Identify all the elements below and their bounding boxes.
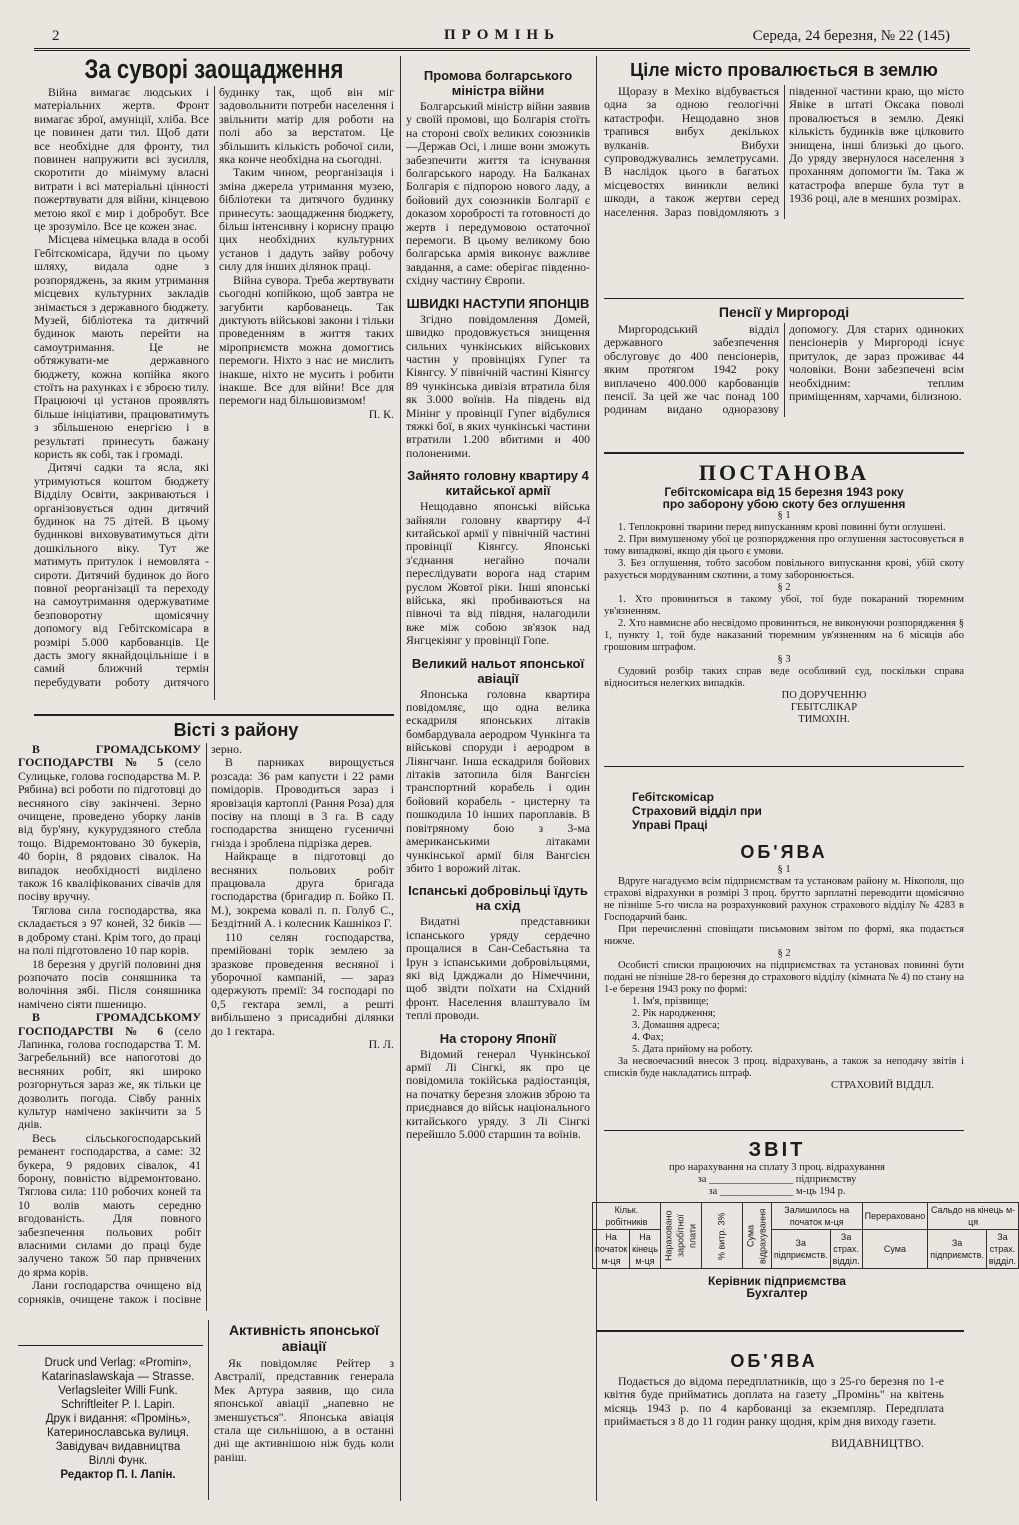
- paragraph: Нещодавно японські війська зайняли головну квартиру 4-ї китайської армії у північній частині провінції Кіянгсу. Японські з'єднання негайно почали переслідувати ворога над старим руслом Жовтої ріки. Інші японські війська, які пробиваються на півночі та від півдня, налагодили вже між собою зв'язок над Янгцекіянг у провінції Гопе.: [406, 499, 590, 648]
- table-header: На кінець м-ця: [630, 1230, 661, 1269]
- imprint-line: Druck und Verlag: «Promin»,: [44, 1357, 192, 1369]
- list-item: 5. Дата прийому на роботу.: [632, 1044, 753, 1055]
- article-hq: [406, 468, 590, 647]
- article-japan-air: [214, 1322, 394, 1498]
- decree-title: ПОСТАНОВА: [698, 460, 870, 485]
- section-mark: § 2: [777, 948, 791, 959]
- paragraph: 1. Теплокровні тварини перед випусканням крові повинні бути оглушені.: [618, 522, 946, 533]
- paragraph: Тяглова сила господарства, яка складається з 97 коней, 32 биків — в доброму стані. Крім того, до праці на полі підготовлено 10 пар корів.: [18, 902, 201, 958]
- report-line: за ______________ м-ць 194 р.: [708, 1186, 846, 1197]
- paper-name: ПРОМІНЬ: [444, 27, 560, 43]
- table-header: Перераховано: [862, 1203, 928, 1230]
- paragraph: Війна сувора. Треба жертвувати сьогодні копійкою, щоб завтра не загубити карбованець. Так диктують військові закони і тільки проведенням в життя таких міроприємств можна домогтись перемоги. Ніхто з нас не мислить інакше, ніхто не мусить і робити інакше. Все для війни! Все для перемоги над більшовизмом!: [219, 272, 394, 408]
- paragraph: В парниках вирощується розсада: 36 рам капусти і 22 рами помідорів. Проводиться зараз і яровізація картоплі (Рання Роза) для посіву на площі в 3 га. В саду господарства знищено гусеничні гнізда і зроблена підрізка дерев.: [211, 755, 394, 850]
- table-header: Кільк. робітників: [593, 1203, 661, 1230]
- article-spain-title: Іспанські добровільці їдуть на схід: [408, 883, 588, 914]
- paragraph: Подається до відома передплатників, що з 25-го березня по 1-е квітня буде прийматись доплата на газету „Промінь" на квітень місяць 1943 р. по 4 карбованці за екземпляр. Передплата приймається з 8 до 11 годин ранку щодня, крім дня виходу газети.: [604, 1374, 944, 1429]
- article-savings: [34, 54, 394, 708]
- column-rule: [208, 1320, 209, 1500]
- divider: [596, 1330, 964, 1332]
- list-item: 3. Домашня адреса;: [632, 1020, 720, 1031]
- paragraph: Миргородський відділ державного забезпечення обслуговує до 400 пенсіонерів, яким протягом 1942 року виплачено 400.000 карбованців пенсії. За цей же час понад 100 родинам видано одноразову допомогу. Для старих одиноких пенсіонерів у Миргороді існує притулок, де зараз проживає 44 чоловіки. Вони забезпечені всім необхідним: теплим приміщенням, харчами, білизною.: [604, 322, 964, 417]
- notice-title: ОБ'ЯВА: [740, 842, 828, 862]
- divider: [34, 714, 394, 716]
- report-signature: Бухгалтер: [746, 1286, 808, 1300]
- notice-from: Страховий відділ при: [632, 804, 762, 818]
- divider: [604, 1130, 964, 1131]
- paragraph: При перечисленні сповіщати письмовим звітом по формі, яка подається нижче.: [604, 924, 964, 947]
- imprint: [18, 1356, 218, 1482]
- paragraph: За несвоечасний внесок 3 проц. відрахувань, а також за неподачу звітів і списків буде накладатись штраф.: [604, 1056, 964, 1079]
- page-number: 2: [52, 28, 60, 44]
- paragraph: 110 селян господарства, премійовані торік землею за зразкове проведення весняної і уборочної кампаній, — зараз одержують премії: 34 господарі по 0,5 гектара землі, а решті вибільшено з присадибні ділянки до 1 гектара.: [211, 929, 394, 1038]
- column-rule: [400, 56, 401, 1501]
- paragraph: 18 березня у другій половині дня розпочато посів соняшника та волочіння зябі. Після соняшника намічено сіяти пшеницю.: [18, 956, 201, 1011]
- paragraph: 2. При вимушеному убої це розпорядження про оглушення застосовується в тому випадкові, якщо дія цього є умови.: [604, 534, 964, 557]
- imprint-line: Катеринославська вулиця.: [47, 1427, 189, 1439]
- paragraph: Війна вимагає людських і матеріальних жертв. Фронт вимагає зброї, амуніції, хліба. Все це повинен дати тил. Щоб дати все необхідне для фронту, тил повинен напружити всі зусилля, скоротити до мінімуму власні витрати і всі матеріальні цінності пожертвувати для війни, кінцевою метою якої є мир і добробут. Все це зрозуміло. Все це кожен знає.: [34, 85, 209, 234]
- table-header: За страх. відділ.: [986, 1230, 1018, 1269]
- paragraph: Видатні представники іспанського уряду сердечно прощалися в Сан-Себастьяна та Ірун з іспанськими добровільцями, які від Іджджали до Німеччини, щоб звідти поїхати на Східний фронт. Населення влаштувало їм теплі проводи.: [406, 914, 590, 1023]
- notice-from: Гебітскомісар: [632, 790, 714, 804]
- divider: [18, 1345, 203, 1346]
- paragraph: 1. Хто провиниться в такому убої, тої буде покараний тюремним ув'язненням.: [604, 594, 964, 617]
- masthead: [34, 24, 970, 51]
- table-header: За підприємств.: [928, 1230, 987, 1269]
- signature: П. К.: [368, 406, 394, 421]
- notice-subscr: [604, 1350, 944, 1490]
- article-district-title: Вісті з району: [173, 720, 299, 740]
- table-header: На початок м-ця: [593, 1230, 630, 1269]
- paragraph: (село Лапинка, голова господарства Т. М. Загребельний) все напоготові до весняних робіт, які широко розгорнуться зараз же, як тільки це дозволить погода. Сівбу ранніх культур намічено закінчити за 5 днів.: [18, 1023, 201, 1132]
- signature: ПО ДОРУЧЕННЮ: [781, 690, 867, 701]
- article-bulgaria-title: Промова болгарського міністра війни: [423, 68, 573, 98]
- report-table: [592, 1202, 1019, 1269]
- article-side-title: На сторону Японії: [439, 1030, 557, 1046]
- list-item: 4. Фах;: [632, 1032, 664, 1043]
- divider: [604, 298, 964, 299]
- divider: [604, 452, 964, 454]
- signature: ГЕБІТСЛІКАР: [790, 702, 858, 713]
- list-item: 1. Ім'я, прізвище;: [632, 996, 709, 1007]
- paragraph: Як повідомляє Рейтер з Австралії, представник генерала Мек Артура заявив, що сила японської авіації „напевно не зменшується". Японська авіація стала ще сильнішою, а в останні дні ще активнішою ніж будь коли раніш.: [214, 1356, 394, 1464]
- signature: ТИМОХІН.: [798, 714, 850, 725]
- article-hq-title: Зайнято головну квартиру 4 китайської армії: [407, 468, 589, 499]
- section-mark: § 3: [777, 654, 791, 665]
- report-line: про нарахування на сплату 3 проц. відрахування: [669, 1162, 885, 1173]
- paragraph: Щоразу в Мехіко відбувається одна за одною геологічні катастрофи. Нещодавно знов трапився вибух декількох вулканів. Вибухи супроводжувались землетрусами. В наслідок цього в багатьох місцевостях виникли великі шкоди, а також жертви серед населення. Зараз повідомляють з південної частини краю, що місто Явіке в штаті Оксака поволі провалюється в землю. Деякі кількість будинків вже цілковито знищена, інші близькі до цього. До уряду звернулося населення з проханням допомогти їм. Така ж катастрофа вперше була тут в 1936 році, але в менших розмірах.: [604, 84, 964, 219]
- notice-from: Управі Праці: [632, 818, 708, 832]
- paragraph: Місцева німецька влада в особі Гебітскомісара, йдучи по цьому шляху, видала одне з розпоряджень, за яким утримання місцевих культурних закладів знімається з державного бюджету. Музей, бібліотека та дитячий будинок мають перейти на самоутримання. Це не обтяжувати-ме державного бюджету, кожна копійка якого стоїть на рахунках і є зброєю тилу. Працюючі ці установ проявлять більше ініціативи, працюватимуть з збільшеною енергією і в результаті принесуть бажану користь як собі, так і громаді.: [34, 232, 209, 461]
- table-header: Сума: [862, 1230, 928, 1269]
- report-form: [592, 1138, 1016, 1324]
- report-line: за ________________ підприємству: [697, 1174, 857, 1185]
- imprint-line: Katarinaslawskaja — Strasse.: [41, 1371, 195, 1383]
- paragraph: Лани господарства очищено від сорняків, очищене також і посівне зерно.: [18, 742, 242, 1306]
- imprint-line: Schriftleiter P. I. Lapin.: [60, 1399, 176, 1411]
- signature: П. Л.: [368, 1036, 394, 1051]
- section-mark: § 2: [777, 582, 791, 593]
- article-bulgaria: [406, 68, 590, 288]
- imprint-line: Завідувач видавництва: [55, 1441, 181, 1453]
- paragraph: Згідно повідомлення Домей, швидко продовжується знищення сильних чункінських військових частин у провінціях Гупег та Кіянгсу. У північній частині Кіянгсу 89 чункінська дивізія втратила біля як 3.000 воїнів. На південь від Мінінг у провінції Гупег відбулися тяжкі бої, в яких чункінські частини втратили 1.200 вбитими и 400 полоненими.: [406, 311, 590, 460]
- paragraph: (село Сулицьке, голова господарства М. Р. Рябина) всі роботи по підготовці до весняного сіву закінчені. Зерно очищене, проведено уборку ланів від бур'яну, кукурудзяного стебла тощо. Відремонтовано 30 букерів, 40 борін, 8 рядових сівалок. На випадок необхідності виділено також 16 кваліфікованих сівачів для посіву вручну.: [18, 755, 201, 904]
- article-mexico-title: Ціле місто провалюється в землю: [630, 60, 938, 80]
- article-raid-title: Великий нальот японської авіації: [411, 655, 585, 686]
- article-district: [18, 720, 394, 1312]
- list-item: 2. Рік народження;: [632, 1008, 716, 1019]
- paragraph: Вдруге нагадуємо всім підприємствам та установам району м. Нікополя, що страхові відрахунки в розмірі 3 проц. брутто зарплатні переводити щомісячно не пізніше 5-го числа на розрахунковий рахунок страхового відділу № 4283 в Господарчий банк.: [604, 876, 964, 923]
- article-spain: [406, 883, 590, 1022]
- article-side: [406, 1031, 590, 1142]
- table-header: За страх. відділ.: [830, 1230, 862, 1269]
- imprint-line: Друк і видання: «Промінь»,: [45, 1413, 191, 1425]
- article-pensions: [604, 304, 964, 446]
- divider: [604, 766, 964, 767]
- table-header: % витр. 3%: [701, 1203, 742, 1269]
- report-signature: Керівник підприємства: [708, 1274, 846, 1288]
- decree-subtitle: про заборону убою скоту без оглушення: [662, 497, 906, 511]
- issue-date: Середа, 24 березня, № 22 (145): [752, 28, 950, 44]
- paragraph: Дитячі садки та ясла, які утримуються коштом бюджету Відділу Освіти, закриваються і організовується один дитячий будинок на 75 дітей. В цьому будинкові виховуватимуться діти дошкільного віку. Тут же матимуть притулок і немовлята - сироти. Дитячий будинок до його повної реорганізації та переходу на самоутримання одержуватиме безповоротну щомісячну допомогу від Гебітскомісара в розмірі 5.000 карбованців. Це дасть змогу якнайдоцільніше і в самий ближчий термін перебудувати роботу дитячого будинку так, щоб він міг задовольнити потреби населення і звільнити матір для роботи на полі або за верстатом. Це збільшить кількість робочої сили, яка конче необхідна на сьогодні.: [34, 85, 394, 689]
- paragraph: Весь сільськогосподарський реманент господарства, а саме: 32 букера, 9 рядових сівалок, 41 борону, повністю відремонтовано. Тяглова сила: 110 робочих коней та 10 волів мають середню вгодованість. Для повного забезпечення польових робіт власними силами до праці буде залучено також 50 пар привчених до ярма корів.: [18, 1130, 201, 1279]
- report-title: ЗВІТ: [748, 1139, 806, 1161]
- column-3: [406, 54, 590, 1500]
- notice-title: ОБ'ЯВА: [730, 1351, 818, 1371]
- paragraph: Таким чином, реорганізація і зміна джерела утримання музею, бібліотеки та дитячого будинку принесуть: заощадження бюджету, більш інтенсивну і корисну працю цих необхідних культурних установ і дадуть зайву робочу силу для інших ділянок праці.: [219, 165, 394, 274]
- imprint-line: Verlagsleiter Willi Funk.: [58, 1385, 178, 1397]
- table-header: Сальдо на кінець м-ця: [928, 1203, 1019, 1230]
- form-list: [604, 996, 964, 1056]
- decree: [604, 460, 964, 760]
- article-mexico: [604, 60, 964, 296]
- paragraph: Японська головна квартира повідомляє, що одна велика ескадриля японських літаків бомбардувала аеродром Чункінга та військові споруди і аеродром в Ліянгчанг. Інша ескадриля бойових літаків затопила біля Вангсієн транспортний корабель і один бойовий корабель - цистерну та пошкодила 10 інших пароплавів. В повітряному бою з 3-ма американськими літаками чункінської армії біля Вангсієн збито 1 ворожий літак.: [406, 686, 590, 875]
- section-mark: § 1: [777, 510, 791, 521]
- article-savings-title: За суворі заощадження: [84, 54, 344, 84]
- paragraph: Судовий розбір таких справ веде особливий суд, поскільки справа відноситься нелегких випадків.: [604, 666, 964, 689]
- article-rapid-title: ШВИДКІ НАСТУПИ ЯПОНЦІВ: [406, 295, 590, 311]
- article-raid: [406, 656, 590, 876]
- paragraph: 3. Без оглушення, тобто засобом повільного випускання крові, убій скоту рахується мордуванням скотини, а тому заборонюється.: [604, 558, 964, 581]
- table-header: Залишилось на початок м-ця: [771, 1203, 862, 1230]
- lead: В ГРОМАДСЬКОМУ ГОСПОДАРСТВІ № 6: [18, 1010, 201, 1038]
- article-japan-air-title: Активність японської авіації: [228, 1322, 379, 1354]
- paragraph: 2. Хто навмисне або несвідомо провиниться, не виконуючи розпорядження § 1, пункту 1, той буде наказаний тюремним ув'язненням на 6 місяців або грошовим штрафом.: [604, 618, 964, 653]
- signature: ВИДАВНИЦТВО.: [831, 1435, 924, 1450]
- notice-insurance: [604, 790, 964, 1126]
- lead: В ГРОМАДСЬКОМУ ГОСПОДАРСТВІ № 5: [18, 742, 201, 770]
- table-header: Сума відрахування: [742, 1203, 771, 1269]
- article-pensions-title: Пенсії у Миргороді: [718, 304, 850, 320]
- paragraph: Особисті списки працюючих на підприємствах та установах повинні бути подані не пізніше 28-го березня до страхового відділу (кімната № 4) по стану на 1-е березня 1943 року по формі:: [604, 960, 964, 995]
- article-rapid: [406, 296, 590, 460]
- table-header: Нараховано заробітної плати: [660, 1203, 701, 1269]
- table-header: За підприємств.: [771, 1230, 830, 1269]
- section-mark: § 1: [777, 864, 791, 875]
- paragraph: Відомий генерал Чункінської армії Лі Сінгкі, як про це повідомила токійська радіостанція, на початку березня зложив зброю та приєднався до військ національного китайського уряду. З Лі Сінгкі перейшло 5.000 старшин та воїнів.: [406, 1046, 590, 1141]
- signature: СТРАХОВИЙ ВІДДІЛ.: [831, 1080, 934, 1091]
- decree-subtitle: Гебітскомісара від 15 березня 1943 року: [664, 485, 904, 499]
- imprint-line: Редактор П. І. Лапін.: [60, 1469, 176, 1481]
- imprint-line: Віллі Функ.: [88, 1455, 148, 1467]
- paragraph: Болгарський міністр війни заявив у своїй промові, що Болгарія стоїть на стороні своїх великих союзників—Держав Осі, і лише вони зможуть забезпечити життя та існування болгарського народу. На Балканах Болгарія є підпорою нового ладу, а бойовий дух союзників Болгарії є доказом хоробрості та готовності до жертв і передумовою остаточної перемоги. В цьому великому бою болгарська армія виконує важливе завдання, а саме: оберігає південно-східну частину Європи.: [406, 99, 590, 288]
- paragraph: Найкраще в підготовці до весняних польових робіт працювала друга бригада господарства (бригадир п. Бойко П. М.), зокрема ковалі п. п. Голуб С., Бездітний А. і колесник Кашнікоз Г.: [211, 849, 394, 931]
